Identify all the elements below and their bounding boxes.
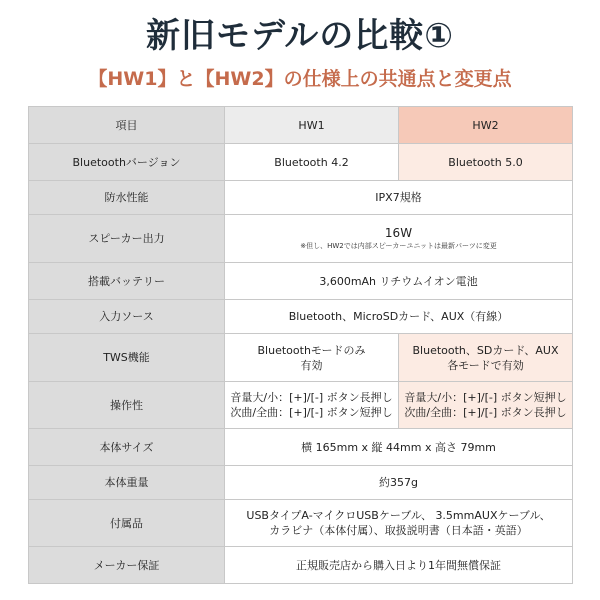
hw1-operation-line1: 音量大/小：[+]/[-] ボタン長押し [230,391,393,404]
value-weight: 約357g [225,466,573,500]
accessories-line2: カラビナ（本体付属）、取扱説明書（日本語・英語） [269,524,528,537]
label-battery: 搭載バッテリー [29,263,225,300]
label-speaker: スピーカー出力 [29,215,225,263]
row-size [29,429,573,466]
hw2-tws-line1: Bluetooth、SDカード、AUX [412,343,559,357]
hw2-operation-line2: 次曲/全曲：[+]/[-] ボタン長押し [404,406,567,419]
table-header-row [29,107,573,144]
hw1-tws [225,334,399,382]
value-warranty: 正規販売店から購入日より1年間無償保証 [225,547,573,584]
label-input: 入力ソース [29,300,225,334]
value-size: 横 165mm x 縦 44mm x 高さ 79mm [225,429,573,466]
hw1-operation-line2: 次曲/全曲：[+]/[-] ボタン短押し [230,406,393,419]
label-warranty: メーカー保証 [29,547,225,584]
label-size: 本体サイズ [29,429,225,466]
label-waterproof: 防水性能 [29,181,225,215]
hw2-operation [399,382,573,429]
row-waterproof [29,181,573,215]
header-hw2: HW2 [399,107,573,144]
hw1-tws-line1: Bluetoothモードのみ [257,343,366,357]
accessories-line1: USBタイプA-マイクロUSBケーブル、 3.5mmAUXケーブル、 [246,509,551,522]
page-title: 新旧モデルの比較① [145,16,455,56]
hw1-operation [225,382,399,429]
hw2-tws [399,334,573,382]
speaker-note: ※但し、HW2では内部スピーカーユニットは最新パーツに変更 [300,242,497,250]
row-battery [29,263,573,300]
value-accessories [225,500,573,547]
value-waterproof: IPX7規格 [225,181,573,215]
hw2-operation-line1: 音量大/小：[+]/[-] ボタン短押し [404,391,567,404]
row-input [29,300,573,334]
label-weight: 本体重量 [29,466,225,500]
hw2-bluetooth: Bluetooth 5.0 [399,144,573,181]
page-subtitle: 【HW1】と【HW2】の仕様上の共通点と変更点 [88,68,512,90]
header-hw1: HW1 [225,107,399,144]
speaker-output: 16W [384,226,413,240]
row-accessories [29,500,573,547]
row-warranty [29,547,573,584]
row-operation [29,382,573,429]
value-battery: 3,600mAh リチウムイオン電池 [225,263,573,300]
header-item: 項目 [29,107,225,144]
hw1-bluetooth: Bluetooth 4.2 [225,144,399,181]
value-speaker [225,215,573,263]
label-bluetooth: Bluetoothバージョン [29,144,225,181]
row-bluetooth [29,144,573,181]
label-operation: 操作性 [29,382,225,429]
row-weight [29,466,573,500]
value-input: Bluetooth、MicroSDカード、AUX（有線） [225,300,573,334]
hw2-tws-line2: 各モードで有効 [447,358,524,372]
label-tws: TWS機能 [29,334,225,382]
row-speaker [29,215,573,263]
label-accessories: 付属品 [29,500,225,547]
row-tws [29,334,573,382]
spec-comparison-table [28,106,573,584]
hw1-tws-line2: 有効 [300,358,323,372]
